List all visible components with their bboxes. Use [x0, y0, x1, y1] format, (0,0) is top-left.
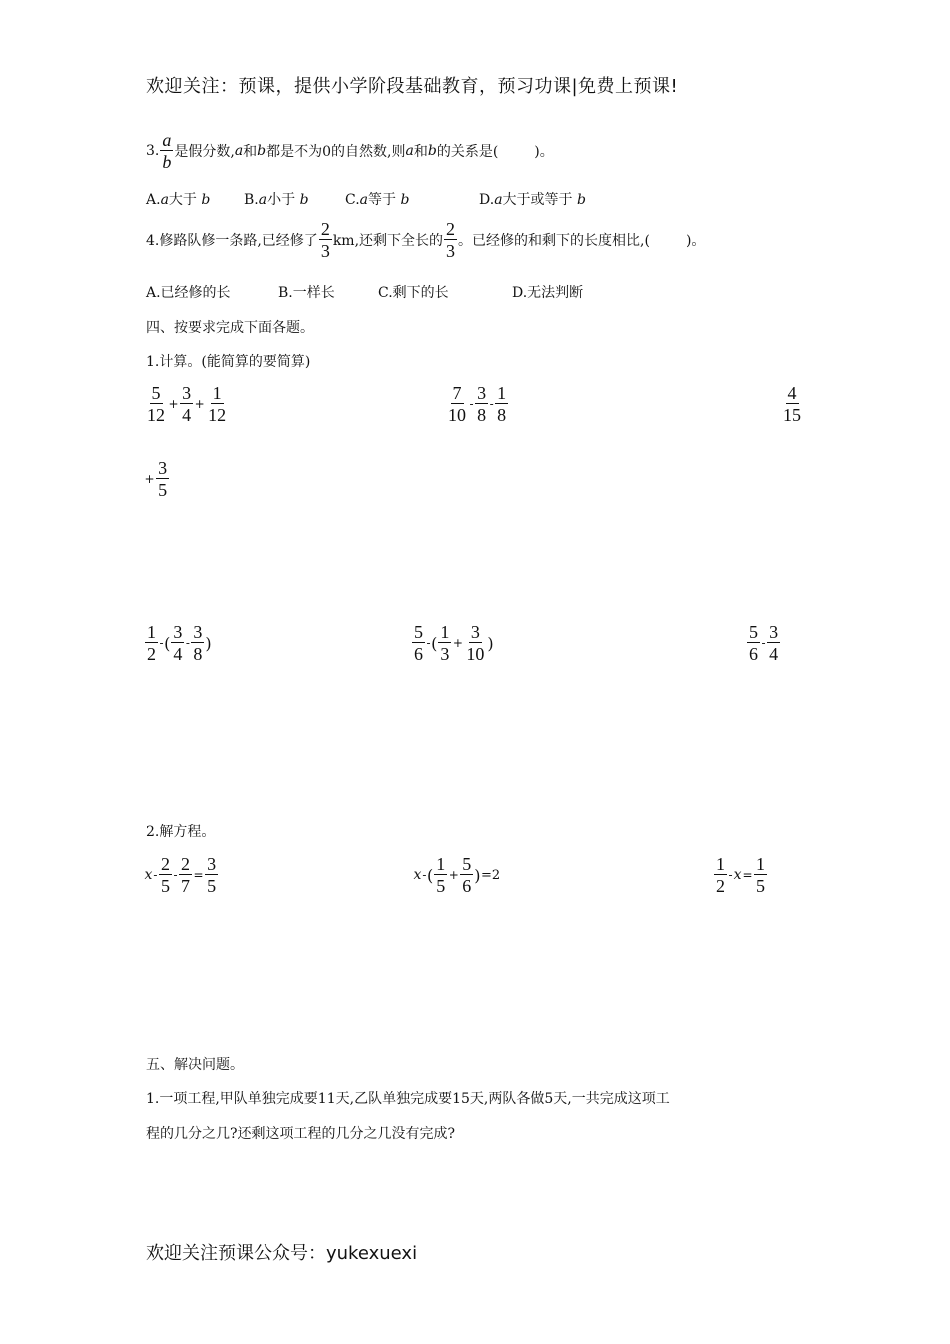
frac-num: 3: [769, 622, 779, 642]
frac-num: 3: [173, 622, 183, 642]
paren: (: [431, 633, 438, 653]
section-4-title: 四、按要求完成下面各题。: [146, 320, 314, 336]
frac-den: 3: [320, 241, 330, 261]
option-var: b: [577, 192, 586, 208]
option-var: b: [201, 192, 211, 208]
frac-den: 10: [448, 405, 466, 425]
operator: -: [422, 868, 427, 882]
frac-num: 2: [446, 219, 456, 239]
option-var: a: [494, 192, 503, 208]
frac-den: 4: [182, 405, 192, 425]
frac-num: 7: [452, 383, 462, 403]
calc-expression-3-part-1: [780, 384, 804, 424]
variable-x: x: [413, 867, 422, 883]
operator: +: [448, 868, 459, 882]
frac-den: 15: [783, 405, 801, 425]
frac-num: 5: [151, 383, 161, 403]
equation-1: [144, 855, 219, 895]
q3-var: b: [427, 143, 437, 159]
equals: =2: [481, 867, 501, 883]
q3-frac-num: a: [162, 130, 172, 150]
frac-num: 3: [477, 383, 487, 403]
option-text: 大于: [168, 192, 197, 208]
operator: -: [728, 868, 733, 882]
paren: ): [205, 633, 212, 653]
q3-text: 是假分数,: [174, 144, 235, 160]
frac-num: 1: [436, 854, 446, 874]
paren: ): [487, 633, 494, 653]
q3-option-c: [345, 189, 409, 209]
option-var: a: [258, 192, 268, 208]
calc-expression-1: [144, 384, 229, 424]
question-4: [146, 220, 705, 260]
frac-den: 5: [436, 876, 446, 896]
option-var: b: [400, 192, 410, 208]
operator: -: [761, 636, 766, 650]
option-text: 小于: [267, 192, 296, 208]
q3-text: 都是不为0的自然数,则: [266, 144, 406, 160]
q4-fraction-1: [319, 220, 332, 260]
frac-num: 3: [182, 383, 192, 403]
variable-x: x: [733, 867, 742, 883]
paren: (: [426, 865, 434, 885]
q3-option-d: [479, 189, 586, 209]
frac-den: 3: [446, 241, 456, 261]
frac-num: 5: [414, 622, 423, 642]
frac-den: 8: [497, 405, 507, 425]
equation-3: [713, 855, 768, 895]
option-label: A.: [146, 192, 161, 208]
q4-text: 。已经修的和剩下的长度相比,(: [458, 233, 650, 249]
paren: (: [164, 633, 171, 653]
frac-den: 6: [414, 644, 423, 664]
frac-num: 5: [749, 622, 758, 642]
equation-2: [413, 855, 501, 895]
section-4-sub-1: 1.计算。(能简算的要简算): [146, 354, 311, 370]
paren: ): [474, 865, 481, 885]
q4-fraction-2: [444, 220, 457, 260]
q3-frac-den: b: [162, 152, 172, 172]
q4-option-c: C.剩下的长: [378, 285, 449, 301]
calc-expression-5: [411, 623, 494, 663]
frac-num: 3: [193, 622, 203, 642]
q3-text: 的关系是(: [436, 144, 499, 160]
calc-expression-2: [445, 384, 509, 424]
frac-num: 3: [207, 854, 217, 874]
frac-den: 10: [466, 644, 485, 664]
section-5-title: 五、解决问题。: [146, 1057, 244, 1073]
q4-option-b: B.一样长: [278, 285, 335, 301]
q3-option-b: [244, 189, 309, 209]
question-3: [146, 131, 554, 171]
q4-option-d: D.无法判断: [512, 285, 584, 301]
page-header: 欢迎关注：预课，提供小学阶段基础教育，预习功课|免费上预课!: [146, 76, 679, 97]
frac-num: 1: [212, 383, 222, 403]
frac-num: 1: [497, 383, 507, 403]
option-var: a: [160, 192, 169, 208]
q3-text: 和: [243, 144, 258, 160]
equals: =: [742, 868, 753, 882]
frac-den: 8: [477, 405, 487, 425]
calc-expression-4: [144, 623, 212, 663]
operator: +: [452, 636, 463, 650]
frac-den: 2: [716, 876, 725, 896]
operator: +: [194, 397, 205, 411]
frac-den: 6: [749, 644, 758, 664]
frac-num: 4: [787, 383, 797, 403]
operator: -: [159, 636, 164, 650]
problem-1-line-1: 1.一项工程,甲队单独完成要11天,乙队单独完成要15天,两队各做5天,一共完成这项工: [146, 1091, 670, 1107]
frac-den: 5: [756, 876, 766, 896]
operator: -: [469, 397, 474, 411]
option-label: C.: [345, 192, 360, 208]
operator: +: [144, 472, 155, 486]
frac-den: 6: [462, 876, 472, 896]
q4-text: 4.修路队修一条路,已经修了: [146, 233, 318, 249]
operator: -: [173, 868, 178, 882]
frac-den: 5: [158, 480, 168, 500]
q3-fraction: [160, 131, 173, 171]
frac-den: 4: [173, 644, 183, 664]
frac-num: 1: [440, 622, 450, 642]
section-4-sub-2: 2.解方程。: [146, 824, 216, 840]
option-var: a: [359, 192, 369, 208]
problem-1-line-2: 程的几分之几?还剩这项工程的几分之几没有完成?: [146, 1126, 456, 1142]
frac-den: 7: [181, 876, 191, 896]
operator: +: [168, 397, 179, 411]
calc-expression-6: [746, 623, 781, 663]
frac-den: 4: [769, 644, 779, 664]
operator: -: [426, 636, 431, 650]
q3-var: a: [405, 143, 414, 159]
frac-den: 5: [160, 876, 170, 896]
frac-num: 2: [320, 219, 330, 239]
q4-text: km,还剩下全长的: [332, 233, 444, 249]
q3-text: 和: [413, 144, 428, 160]
frac-num: 1: [147, 622, 156, 642]
option-label: B.: [244, 192, 259, 208]
q3-var: b: [257, 143, 267, 159]
frac-num: 1: [716, 854, 725, 874]
q3-number: 3.: [146, 143, 160, 159]
frac-den: 12: [147, 405, 165, 425]
frac-den: 5: [207, 876, 217, 896]
variable-x: x: [144, 867, 153, 883]
page-footer: 欢迎关注预课公众号：yukexuexi: [146, 1243, 418, 1264]
calc-expression-3-part-2: [144, 459, 170, 499]
frac-den: 2: [147, 644, 156, 664]
frac-num: 3: [470, 622, 480, 642]
frac-num: 2: [160, 854, 170, 874]
frac-num: 5: [462, 854, 472, 874]
frac-num: 1: [756, 854, 766, 874]
frac-den: 3: [440, 644, 450, 664]
q4-text: )。: [685, 233, 706, 249]
option-text: 等于: [368, 192, 397, 208]
q3-option-a: [146, 189, 210, 209]
operator: -: [489, 397, 494, 411]
operator: -: [185, 636, 190, 650]
option-label: D.: [479, 192, 495, 208]
operator: -: [153, 868, 158, 882]
equals: =: [193, 868, 204, 882]
q3-var: a: [234, 143, 244, 159]
q4-option-a: A.已经修的长: [146, 285, 231, 301]
frac-den: 12: [208, 405, 227, 425]
q3-text: )。: [534, 144, 554, 160]
frac-num: 2: [181, 854, 191, 874]
frac-den: 8: [193, 644, 203, 664]
option-var: b: [299, 192, 309, 208]
option-text: 大于或等于: [502, 192, 573, 208]
frac-num: 3: [158, 458, 168, 478]
